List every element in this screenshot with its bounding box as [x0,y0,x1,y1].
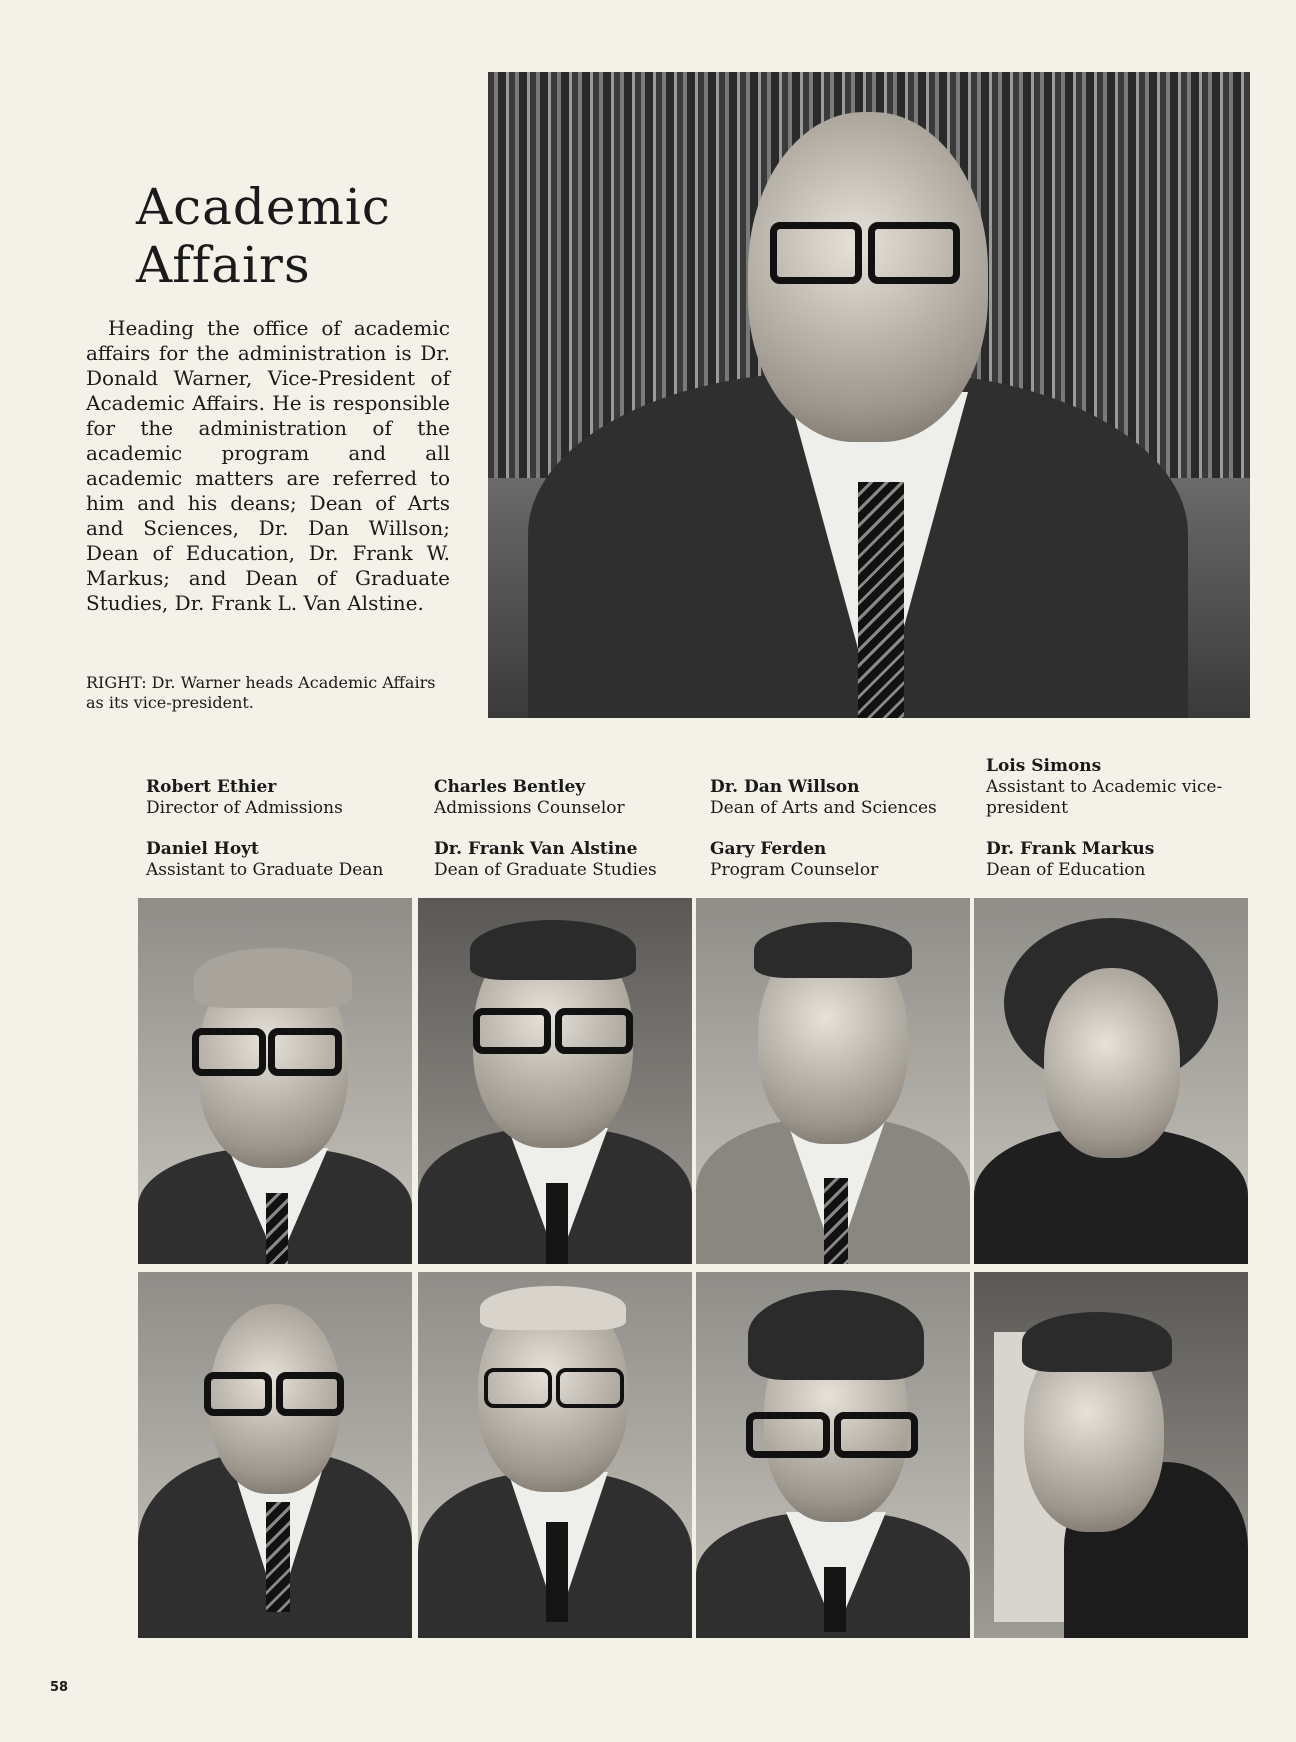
staff-caption-frank-van-alstine [434,839,704,881]
hair-shape [480,1286,626,1330]
staff-name: Lois Simons [986,756,1102,776]
hair-shape [748,1290,924,1380]
portrait-photo-6 [418,1272,692,1638]
staff-name: Robert Ethier [146,777,277,797]
staff-title: Dean of Arts and Sciences [710,798,937,818]
glasses-right-shape [555,1008,633,1054]
staff-name: Dr. Dan Willson [710,777,860,797]
intro-paragraph: Heading the office of academic affairs for the administration is Dr. Donald Warner, Vice-President of Academic Affairs. He is responsible for the administration of the academic program and all academic matters are referred to him and his deans; Dean of Arts and Sciences, Dr. Dan Willson; Dean of Education, Dr. Frank W. Markus; and Dean of Graduate Studies, Dr. Frank L. Van Alstine. [86,316,450,615]
hair-shape [1022,1312,1172,1372]
glasses-right-shape [276,1372,344,1416]
portrait-photo-4 [974,898,1248,1264]
tie-shape [858,482,904,718]
staff-caption-frank-markus [986,839,1256,881]
section-title [136,178,466,294]
staff-caption-dan-willson [710,777,980,819]
section-title-line-2: Affairs [136,236,311,294]
portrait-photo-1 [138,898,412,1264]
glasses-right-shape [868,222,960,284]
staff-title: Admissions Counselor [434,798,625,818]
staff-caption-lois-simons [986,756,1244,819]
glasses-left-shape [204,1372,272,1416]
glasses-right-shape [556,1368,624,1408]
tie-shape [266,1502,290,1612]
staff-title: Program Counselor [710,860,879,880]
glasses-left-shape [770,222,862,284]
tie-shape [824,1178,848,1264]
portrait-photo-3 [696,898,970,1264]
hair-shape [470,920,636,980]
page-number: 58 [50,1680,69,1695]
staff-title: Assistant to Graduate Dean [146,860,384,880]
glasses-left-shape [192,1028,266,1076]
tie-shape [824,1567,846,1632]
head-shape [1044,968,1180,1158]
staff-name: Daniel Hoyt [146,839,259,859]
portrait-photo-7 [696,1272,970,1638]
staff-title: Assistant to Academic vice-president [986,777,1223,818]
staff-caption-gary-ferden [710,839,980,881]
tie-shape [266,1193,288,1264]
glasses-left-shape [473,1008,551,1054]
portrait-photo-5 [138,1272,412,1638]
glasses-left-shape [746,1412,830,1458]
glasses-left-shape [484,1368,552,1408]
staff-caption-charles-bentley [434,777,704,819]
glasses-right-shape [268,1028,342,1076]
tie-shape [546,1183,568,1264]
staff-name: Charles Bentley [434,777,586,797]
photo-caption: RIGHT: Dr. Warner heads Academic Affairs as its vice-president. [86,673,436,712]
warner-portrait-photo [488,72,1250,718]
staff-caption-robert-ethier [146,777,416,819]
staff-name: Dr. Frank Van Alstine [434,839,638,859]
portrait-photo-2 [418,898,692,1264]
glasses-right-shape [834,1412,918,1458]
staff-title: Dean of Graduate Studies [434,860,657,880]
staff-name: Gary Ferden [710,839,827,859]
hair-shape [194,948,352,1008]
staff-title: Director of Admissions [146,798,343,818]
staff-title: Dean of Education [986,860,1146,880]
staff-name: Dr. Frank Markus [986,839,1155,859]
staff-caption-daniel-hoyt [146,839,416,881]
tie-shape [546,1522,568,1622]
portrait-photo-8 [974,1272,1248,1638]
hair-shape [754,922,912,978]
section-title-line-1: Academic [136,178,391,236]
